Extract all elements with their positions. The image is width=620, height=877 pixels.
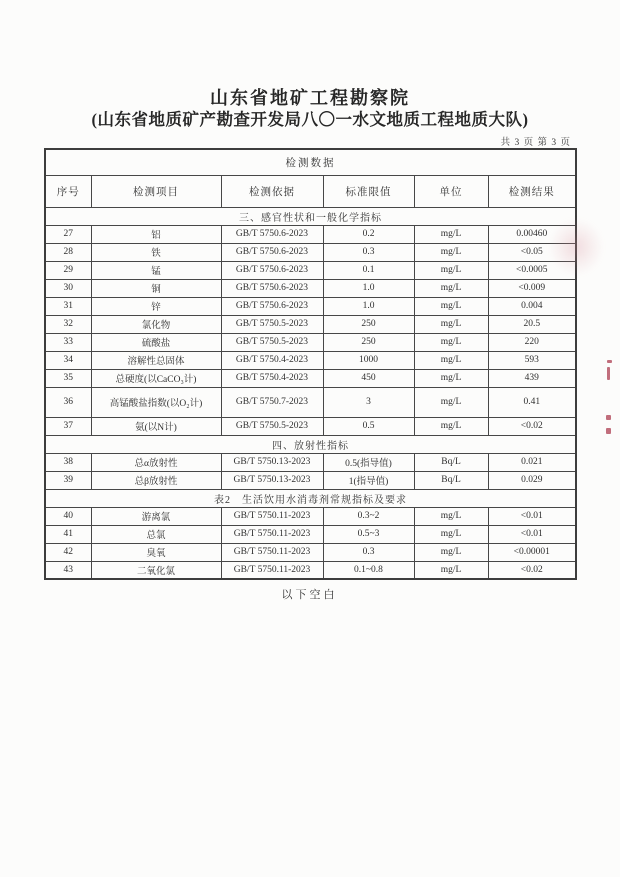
cell-limit: 0.5(指导值) — [323, 453, 414, 471]
section-row — [45, 489, 576, 507]
cell-item: 总β放射性 — [91, 471, 221, 489]
table-row — [45, 243, 576, 261]
cell-result: <0.02 — [488, 561, 576, 579]
cell-unit: mg/L — [414, 507, 488, 525]
cell-basis: GB/T 5750.11-2023 — [221, 561, 323, 579]
cell-unit: Bq/L — [414, 471, 488, 489]
cell-basis: GB/T 5750.7-2023 — [221, 387, 323, 417]
section-label: 三、感官性状和一般化学指标 — [45, 207, 576, 225]
cell-item: 硫酸盐 — [91, 333, 221, 351]
cell-limit: 0.1~0.8 — [323, 561, 414, 579]
page-count-info: 共 3 页 第 3 页 — [500, 138, 571, 148]
cell-result: 0.029 — [488, 471, 576, 489]
table-row — [45, 417, 576, 435]
red-stamp-edge-mark — [607, 360, 612, 363]
cell-item: 总硬度(以CaCO₃计) — [91, 369, 221, 387]
cell-unit: mg/L — [414, 561, 488, 579]
cell-item: 铝 — [91, 225, 221, 243]
cell-unit: Bq/L — [414, 453, 488, 471]
cell-limit: 3 — [323, 387, 414, 417]
col-header-no: 序号 — [45, 175, 91, 207]
cell-limit: 0.1 — [323, 261, 414, 279]
cell-unit: mg/L — [414, 543, 488, 561]
cell-basis: GB/T 5750.4-2023 — [221, 369, 323, 387]
table-row — [45, 525, 576, 543]
red-stamp-edge-mark — [606, 415, 611, 420]
cell-result: <0.02 — [488, 417, 576, 435]
cell-limit: 1000 — [323, 351, 414, 369]
cell-limit: 0.3 — [323, 243, 414, 261]
table-row — [45, 543, 576, 561]
cell-result: <0.05 — [488, 243, 576, 261]
col-header-unit: 单位 — [414, 175, 488, 207]
cell-unit: mg/L — [414, 243, 488, 261]
cell-limit: 1(指导值) — [323, 471, 414, 489]
table-caption: 检测数据 — [45, 149, 576, 175]
cell-no: 41 — [45, 525, 91, 543]
cell-item: 铁 — [91, 243, 221, 261]
cell-no: 38 — [45, 453, 91, 471]
cell-result: 439 — [488, 369, 576, 387]
table-row — [45, 315, 576, 333]
below-blank-note: 以下空白 — [281, 589, 338, 601]
table-row — [45, 279, 576, 297]
table-row — [45, 561, 576, 579]
cell-no: 28 — [45, 243, 91, 261]
cell-item: 氯化物 — [91, 315, 221, 333]
cell-limit: 0.3~2 — [323, 507, 414, 525]
cell-item: 氨(以N计) — [91, 417, 221, 435]
cell-no: 29 — [45, 261, 91, 279]
cell-no: 39 — [45, 471, 91, 489]
cell-result: 0.00460 — [488, 225, 576, 243]
cell-item: 溶解性总固体 — [91, 351, 221, 369]
cell-basis: GB/T 5750.6-2023 — [221, 225, 323, 243]
cell-limit: 450 — [323, 369, 414, 387]
cell-basis: GB/T 5750.6-2023 — [221, 297, 323, 315]
cell-item: 高锰酸盐指数(以O₂计) — [91, 387, 221, 417]
cell-no: 33 — [45, 333, 91, 351]
cell-result: 593 — [488, 351, 576, 369]
cell-no: 27 — [45, 225, 91, 243]
cell-unit: mg/L — [414, 369, 488, 387]
section-row — [45, 207, 576, 225]
cell-limit: 0.3 — [323, 543, 414, 561]
cell-basis: GB/T 5750.13-2023 — [221, 453, 323, 471]
cell-item: 总α放射性 — [91, 453, 221, 471]
cell-limit: 0.5 — [323, 417, 414, 435]
document-subtitle: (山东省地质矿产勘查开发局八〇一水文地质工程地质大队) — [91, 110, 529, 129]
table-row — [45, 471, 576, 489]
cell-unit: mg/L — [414, 261, 488, 279]
cell-result: <0.00001 — [488, 543, 576, 561]
cell-basis: GB/T 5750.4-2023 — [221, 351, 323, 369]
table-row — [45, 333, 576, 351]
cell-basis: GB/T 5750.6-2023 — [221, 279, 323, 297]
cell-unit: mg/L — [414, 315, 488, 333]
cell-item: 锌 — [91, 297, 221, 315]
col-header-basis: 检测依据 — [221, 175, 323, 207]
cell-unit: mg/L — [414, 297, 488, 315]
cell-no: 43 — [45, 561, 91, 579]
col-header-item: 检测项目 — [91, 175, 221, 207]
cell-result: <0.009 — [488, 279, 576, 297]
cell-no: 31 — [45, 297, 91, 315]
cell-basis: GB/T 5750.13-2023 — [221, 471, 323, 489]
cell-unit: mg/L — [414, 351, 488, 369]
cell-result: 220 — [488, 333, 576, 351]
table-row — [45, 225, 576, 243]
cell-unit: mg/L — [414, 225, 488, 243]
cell-item: 总氯 — [91, 525, 221, 543]
cell-unit: mg/L — [414, 333, 488, 351]
cell-no: 30 — [45, 279, 91, 297]
table-row — [45, 351, 576, 369]
section-row — [45, 435, 576, 453]
cell-unit: mg/L — [414, 417, 488, 435]
cell-result: <0.01 — [488, 525, 576, 543]
cell-limit: 250 — [323, 333, 414, 351]
document-title: 山东省地矿工程勘察院 — [210, 88, 410, 108]
red-stamp-edge-mark — [606, 428, 611, 434]
cell-no: 42 — [45, 543, 91, 561]
cell-unit: mg/L — [414, 279, 488, 297]
cell-unit: mg/L — [414, 525, 488, 543]
table-caption-row — [45, 149, 576, 175]
cell-limit: 0.5~3 — [323, 525, 414, 543]
section-label: 表2 生活饮用水消毒剂常规指标及要求 — [45, 489, 576, 507]
cell-basis: GB/T 5750.6-2023 — [221, 243, 323, 261]
cell-limit: 1.0 — [323, 297, 414, 315]
cell-limit: 250 — [323, 315, 414, 333]
cell-basis: GB/T 5750.11-2023 — [221, 525, 323, 543]
cell-item: 臭氧 — [91, 543, 221, 561]
test-data-table — [44, 148, 577, 580]
cell-result: 0.004 — [488, 297, 576, 315]
cell-no: 36 — [45, 387, 91, 417]
cell-result: <0.0005 — [488, 261, 576, 279]
cell-no: 40 — [45, 507, 91, 525]
red-stamp-edge-mark — [607, 367, 610, 380]
cell-item: 锰 — [91, 261, 221, 279]
cell-no: 35 — [45, 369, 91, 387]
cell-result: 0.41 — [488, 387, 576, 417]
cell-basis: GB/T 5750.5-2023 — [221, 333, 323, 351]
cell-basis: GB/T 5750.6-2023 — [221, 261, 323, 279]
cell-no: 32 — [45, 315, 91, 333]
section-label: 四、放射性指标 — [45, 435, 576, 453]
cell-basis: GB/T 5750.11-2023 — [221, 507, 323, 525]
table-row — [45, 369, 576, 387]
cell-result: 0.021 — [488, 453, 576, 471]
cell-basis: GB/T 5750.5-2023 — [221, 417, 323, 435]
table-row — [45, 261, 576, 279]
table-row — [45, 297, 576, 315]
cell-item: 游离氯 — [91, 507, 221, 525]
cell-no: 37 — [45, 417, 91, 435]
cell-unit: mg/L — [414, 387, 488, 417]
cell-no: 34 — [45, 351, 91, 369]
cell-item: 二氧化氯 — [91, 561, 221, 579]
cell-limit: 1.0 — [323, 279, 414, 297]
cell-limit: 0.2 — [323, 225, 414, 243]
col-header-result: 检测结果 — [488, 175, 576, 207]
cell-item: 铜 — [91, 279, 221, 297]
col-header-limit: 标准限值 — [323, 175, 414, 207]
table-row — [45, 507, 576, 525]
cell-basis: GB/T 5750.5-2023 — [221, 315, 323, 333]
cell-basis: GB/T 5750.11-2023 — [221, 543, 323, 561]
cell-result: 20.5 — [488, 315, 576, 333]
table-header-row — [45, 175, 576, 207]
cell-result: <0.01 — [488, 507, 576, 525]
table-row — [45, 453, 576, 471]
table-row — [45, 387, 576, 417]
